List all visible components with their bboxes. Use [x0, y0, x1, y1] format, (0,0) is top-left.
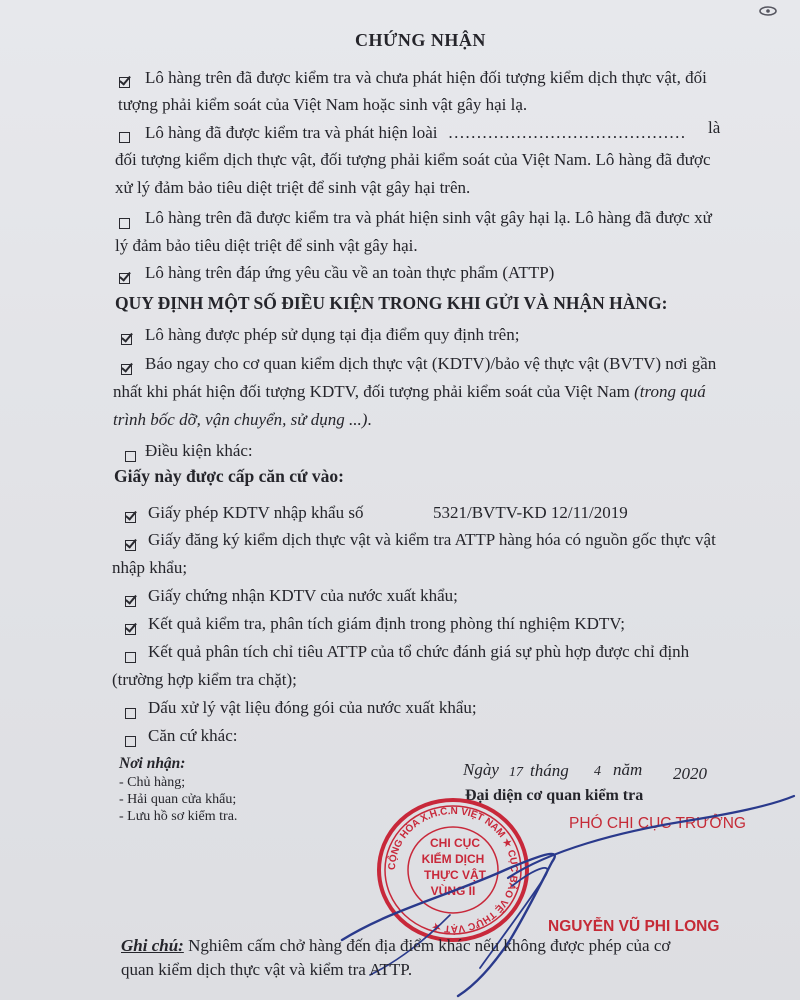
- basis-7-checkbox[interactable]: [125, 736, 136, 747]
- rule-1-line-1: Lô hàng được phép sử dụng tại địa điểm quy định trên;: [145, 325, 520, 344]
- recipients-heading: Nơi nhận:: [119, 755, 186, 772]
- basis-3-line-1: Giấy chứng nhận KDTV của nước xuất khẩu;: [148, 586, 458, 605]
- date-day: 17: [509, 765, 523, 780]
- date-year: 2020: [673, 764, 707, 783]
- cert-1-line-2: tượng phải kiểm soát của Việt Nam hoặc sinh vật gây hại lạ.: [118, 95, 528, 114]
- rule-3-checkbox[interactable]: [125, 451, 136, 462]
- basis-6-line-1: Dấu xử lý vật liệu đóng gói của nước xuất khẩu;: [148, 698, 477, 717]
- rule-2-line-3: [113, 410, 372, 430]
- rule-2-checkbox[interactable]: [121, 364, 132, 375]
- basis-heading: Giấy này được cấp căn cứ vào:: [114, 466, 344, 486]
- note-text-1: Nghiêm cấm chở hàng đến địa điểm khác nếu không được phép của cơ: [188, 936, 671, 955]
- cert-2-checkbox[interactable]: [119, 132, 130, 143]
- recipient-3: - Lưu hồ sơ kiểm tra.: [119, 809, 238, 824]
- cert-3-checkbox[interactable]: [119, 218, 130, 229]
- cert-1-checkbox[interactable]: [119, 77, 130, 88]
- stamp-center-3: THỰC VẬT: [424, 868, 486, 882]
- cert-2-dots: ……………………………………: [447, 123, 686, 142]
- cert-3-line-2: lý đảm bảo tiêu diệt triệt để sinh vật gây hại.: [115, 236, 418, 255]
- stamp-center-2: KIỂM DỊCH: [421, 852, 485, 866]
- rule-2-text: nhất khi phát hiện đối tượng KDTV, đối tượng phải kiểm soát của Việt Nam: [113, 382, 630, 401]
- basis-2-checkbox[interactable]: [125, 540, 136, 551]
- cert-2-line-2: đối tượng kiểm dịch thực vật, đối tượng phải kiểm soát của Việt Nam. Lô hàng đã được: [115, 150, 711, 169]
- rule-2-italic-a: (trong quá: [634, 382, 706, 401]
- basis-1-line-1: Giấy phép KDTV nhập khẩu số: [148, 503, 364, 522]
- basis-4-line-1: Kết quả kiểm tra, phân tích giám định trong phòng thí nghiệm KDTV;: [148, 614, 626, 633]
- date-month: 4: [594, 764, 601, 779]
- rule-2-line-2: [113, 382, 706, 402]
- rule-2-line-1: Báo ngay cho cơ quan kiểm dịch thực vật (KDTV)/bảo vệ thực vật (BVTV) nơi gần: [145, 354, 717, 373]
- note-line-1: [121, 936, 670, 956]
- corner-notch-icon: [758, 4, 778, 22]
- rule-2-italic-b: trình bốc dỡ, vận chuyển, sử dụng ...): [113, 410, 368, 429]
- signer-position: PHÓ CHI CỤC TRƯỞNG: [569, 815, 746, 832]
- basis-3-checkbox[interactable]: [125, 596, 136, 607]
- basis-5-checkbox[interactable]: [125, 652, 136, 663]
- basis-1-checkbox[interactable]: [125, 512, 136, 523]
- rule-2-end: .: [367, 410, 372, 429]
- rule-3-line-1: Điều kiện khác:: [145, 441, 253, 460]
- basis-1-value: 5321/BVTV-KD 12/11/2019: [433, 503, 628, 522]
- basis-2-line-1: Giấy đăng ký kiểm dịch thực vật và kiểm tra ATTP hàng hóa có nguồn gốc thực vật: [148, 530, 716, 549]
- date-day-label: Ngày: [463, 760, 499, 779]
- recipient-2: - Hải quan cửa khẩu;: [119, 792, 237, 807]
- document-title: CHỨNG NHẬN: [355, 30, 486, 50]
- basis-4-checkbox[interactable]: [125, 624, 136, 635]
- date-month-label: tháng: [530, 761, 569, 780]
- cert-3-line-1: Lô hàng trên đã được kiểm tra và phát hiện sinh vật gây hại lạ. Lô hàng đã được xử: [145, 208, 712, 227]
- basis-7-line-1: Căn cứ khác:: [148, 726, 238, 745]
- cert-1-line-1: Lô hàng trên đã được kiểm tra và chưa phát hiện đối tượng kiểm dịch thực vật, đối: [145, 68, 707, 87]
- recipient-1: - Chủ hàng;: [119, 775, 186, 790]
- note-label: Ghi chú:: [121, 936, 184, 955]
- signer-name: NGUYỄN VŨ PHI LONG: [548, 918, 720, 935]
- cert-2-line-3: xử lý đảm bảo tiêu diệt triệt để sinh vật gây hại trên.: [115, 178, 471, 197]
- basis-5-line-2: (trường hợp kiểm tra chặt);: [112, 670, 297, 689]
- cert-4-line-1: Lô hàng trên đáp ứng yêu cầu về an toàn thực phẩm (ATTP): [145, 263, 555, 282]
- rule-1-checkbox[interactable]: [121, 334, 132, 345]
- stamp-center-1: CHI CỤC: [430, 836, 480, 850]
- cert-2-text-a: Lô hàng đã được kiểm tra và phát hiện loài: [145, 123, 438, 142]
- stamp-center-4: VÙNG II: [430, 884, 476, 898]
- basis-2-line-2: nhập khẩu;: [112, 558, 188, 577]
- rules-heading: QUY ĐỊNH MỘT SỐ ĐIỀU KIỆN TRONG KHI GỬI VÀ NHẬN HÀNG:: [115, 293, 668, 313]
- basis-6-checkbox[interactable]: [125, 708, 136, 719]
- signer-agency: Đại diện cơ quan kiểm tra: [465, 787, 644, 804]
- cert-2-text-b: là: [708, 118, 721, 137]
- cert-2-line-1: [145, 123, 686, 143]
- stamp-ring-text: CỘNG HÒA X.H.C.N VIỆT NAM ★ CỤC BẢO VỆ THỰC VẬT ★: [386, 805, 520, 935]
- cert-4-checkbox[interactable]: [119, 273, 130, 284]
- note-line-2: quan kiểm dịch thực vật và kiểm tra ATTP.: [121, 960, 413, 979]
- basis-5-line-1: Kết quả phân tích chỉ tiêu ATTP của tổ chức đánh giá sự phù hợp được chỉ định: [148, 642, 690, 661]
- date-year-label: năm: [613, 760, 643, 779]
